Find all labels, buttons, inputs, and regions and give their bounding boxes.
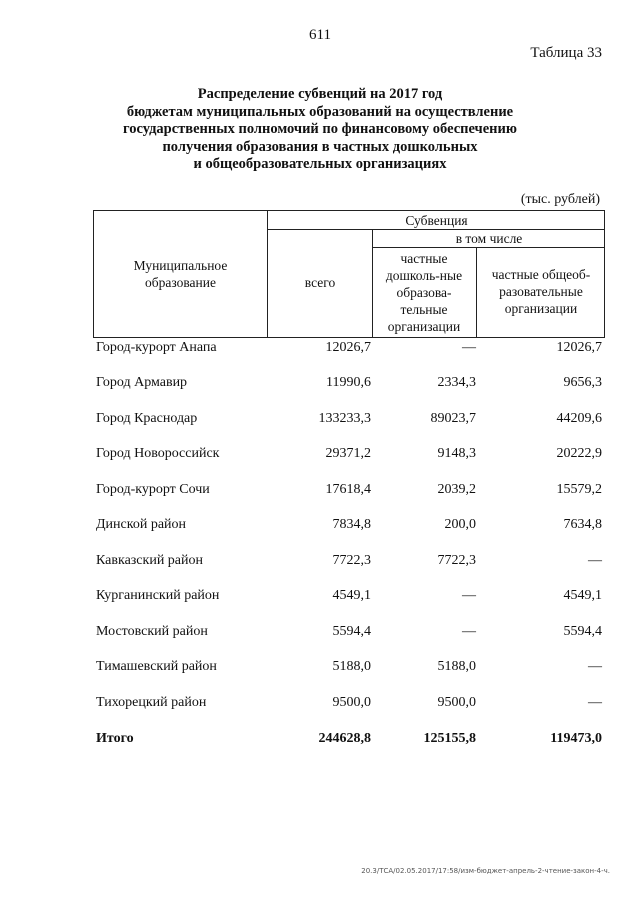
cell-general: 15579,2 (556, 482, 602, 497)
cell-municipality: Мостовский район (96, 624, 208, 639)
cell-municipality: Итого (96, 731, 134, 746)
cell-municipality: Город Новороссийск (96, 446, 220, 461)
cell-general: 20222,9 (556, 446, 602, 461)
header-municipality: Муниципальное образование (133, 258, 228, 290)
table-header (93, 210, 605, 338)
table-row (93, 340, 605, 360)
cell-total: 11990,6 (326, 375, 371, 390)
cell-municipality: Город Армавир (96, 375, 188, 390)
units-label: (тыс. рублей) (520, 192, 600, 207)
cell-general: 12026,7 (556, 340, 602, 355)
cell-total: 17618,4 (325, 482, 371, 497)
footer-stamp: 20.3/ТСА/02.05.2017/17:58/изм-бюджет-апрель-2-чтение-закон-4-ч. (361, 867, 610, 875)
cell-preschool: 9500,0 (437, 695, 476, 710)
header-divider-preschool (476, 247, 477, 338)
title-line: Распределение субвенций на 2017 год (197, 86, 443, 102)
table-row (93, 624, 605, 644)
table-label: Таблица 33 (530, 45, 602, 61)
document-title (0, 86, 640, 174)
header-subvention: Субвенция (405, 213, 468, 228)
table-row (93, 517, 605, 537)
cell-general: — (588, 553, 602, 568)
header-border-left (93, 210, 94, 338)
cell-total: 244628,8 (318, 731, 371, 746)
cell-preschool: 7722,3 (437, 553, 476, 568)
cell-preschool: 89023,7 (430, 411, 476, 426)
title-line: бюджетам муниципальных образований на осуществление (126, 103, 514, 120)
header-border-top (93, 210, 605, 211)
cell-municipality: Тимашевский район (96, 659, 217, 674)
title-line: и общеобразовательных организациях (193, 156, 447, 172)
cell-preschool: 200,0 (444, 517, 476, 532)
cell-general: 9656,3 (563, 375, 602, 390)
cell-municipality: Город-курорт Анапа (96, 340, 217, 355)
header-private-general: частные общеоб-разовательные организации (491, 267, 591, 316)
table-row-total (93, 731, 605, 751)
cell-total: 7834,8 (332, 517, 371, 532)
cell-preschool: 5188,0 (437, 659, 476, 674)
page-number: 611 (309, 27, 331, 43)
header-including: в том числе (455, 231, 523, 246)
header-private-preschool: частные дошколь-ные образова-тельные организации (385, 251, 463, 334)
cell-municipality: Динской район (96, 517, 187, 532)
cell-municipality: Кавказский район (96, 553, 204, 568)
title-line: государственных полномочий по финансовому обеспечению (123, 121, 517, 137)
header-total: всего (304, 275, 336, 290)
cell-preschool: 2039,2 (437, 482, 476, 497)
table-row (93, 553, 605, 573)
table-row (93, 446, 605, 466)
header-border-bottom (93, 337, 605, 338)
cell-total: 9500,0 (332, 695, 371, 710)
cell-total: 12026,7 (325, 340, 371, 355)
cell-total: 7722,3 (332, 553, 371, 568)
cell-general: 44209,6 (556, 411, 602, 426)
cell-preschool: — (462, 588, 476, 603)
header-divider-including (372, 247, 605, 248)
cell-preschool: 125155,8 (423, 731, 476, 746)
cell-total: 5188,0 (332, 659, 371, 674)
cell-general: 5594,4 (563, 624, 602, 639)
cell-municipality: Тихорецкий район (96, 695, 207, 710)
cell-municipality: Город-курорт Сочи (96, 482, 210, 497)
cell-general: 7634,8 (563, 517, 602, 532)
cell-total: 4549,1 (332, 588, 371, 603)
cell-municipality: Курганинский район (96, 588, 220, 603)
table-row (93, 482, 605, 502)
table-row (93, 588, 605, 608)
table-row (93, 375, 605, 395)
table-row (93, 695, 605, 715)
cell-general: 119473,0 (550, 731, 602, 746)
title-line: получения образования в частных дошкольных (162, 138, 478, 155)
cell-preschool: — (462, 624, 476, 639)
cell-total: 133233,3 (318, 411, 371, 426)
table-row (93, 659, 605, 679)
cell-preschool: — (462, 340, 476, 355)
cell-municipality: Город Краснодар (96, 411, 198, 426)
cell-general: — (588, 659, 602, 674)
cell-total: 5594,4 (332, 624, 371, 639)
table-row (93, 411, 605, 431)
cell-total: 29371,2 (325, 446, 371, 461)
cell-general: 4549,1 (563, 588, 602, 603)
cell-general: — (588, 695, 602, 710)
cell-preschool: 9148,3 (437, 446, 476, 461)
cell-preschool: 2334,3 (437, 375, 476, 390)
